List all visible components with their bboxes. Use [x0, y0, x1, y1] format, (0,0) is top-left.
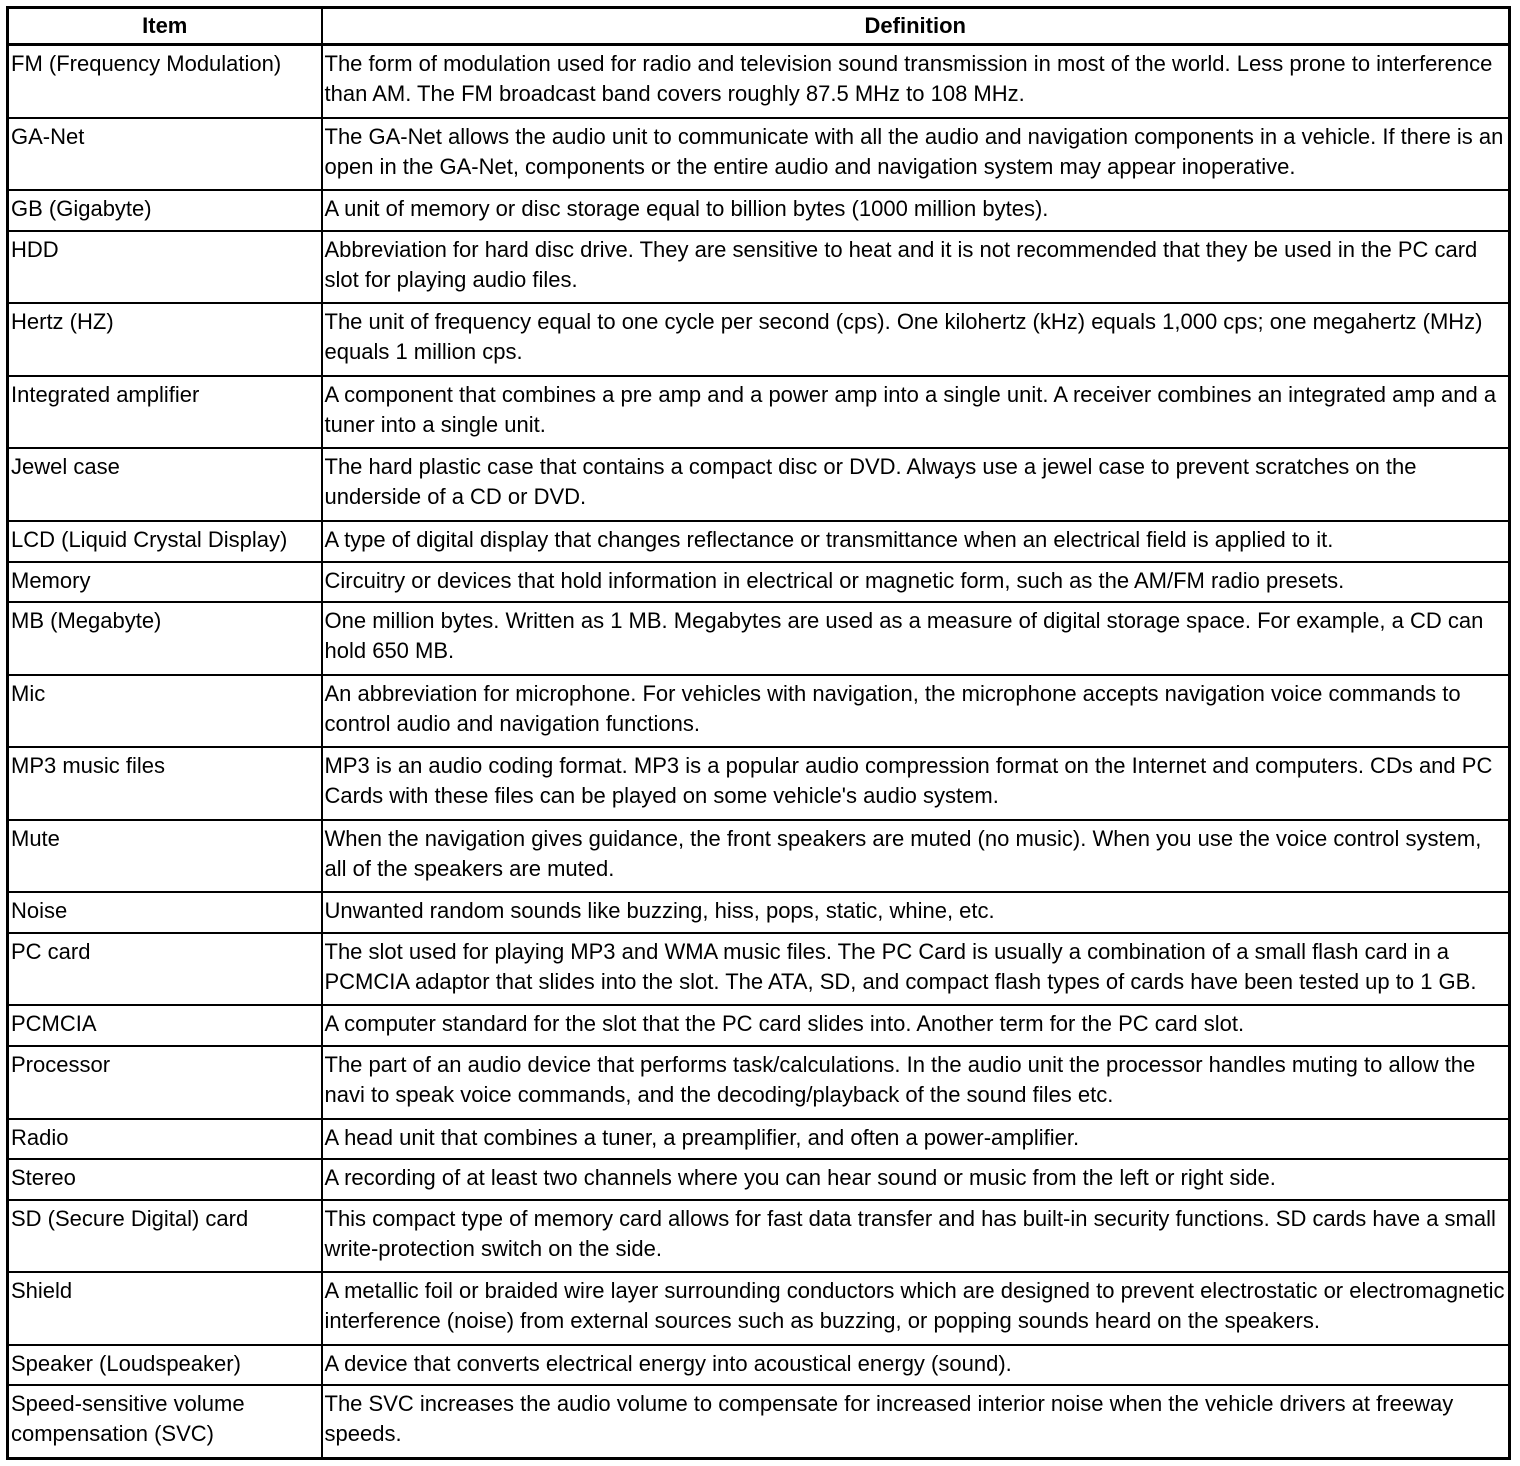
table-row: [8, 892, 1510, 933]
item-cell: PCMCIA: [8, 1005, 322, 1046]
table-row: [8, 1200, 1510, 1273]
definition-cell: A unit of memory or disc storage equal to billion bytes (1000 million bytes).: [322, 190, 1510, 231]
item-cell: Jewel case: [8, 448, 322, 521]
table-row: [8, 1119, 1510, 1160]
item-cell: Speed-sensitive volume compensation (SVC): [8, 1385, 322, 1458]
definition-cell: MP3 is an audio coding format. MP3 is a popular audio compression format on the Internet and computers. CDs and PC Cards with these files can be played on some vehicle's audio system.: [322, 747, 1510, 820]
definition-cell: A device that converts electrical energy into acoustical energy (sound).: [322, 1345, 1510, 1386]
definition-cell: This compact type of memory card allows for fast data transfer and has built-in security functions. SD cards have a small write-protection switch on the side.: [322, 1200, 1510, 1273]
item-cell: SD (Secure Digital) card: [8, 1200, 322, 1273]
item-cell: GB (Gigabyte): [8, 190, 322, 231]
definition-cell: The slot used for playing MP3 and WMA music files. The PC Card is usually a combination of a small flash card in a PCMCIA adaptor that slides into the slot. The ATA, SD, and compact flash types of cards have been tested up to 1 GB.: [322, 933, 1510, 1006]
table-row: [8, 1385, 1510, 1458]
definition-cell: A metallic foil or braided wire layer surrounding conductors which are designed to prevent electrostatic or electromagnetic interference (noise) from external sources such as buzzing, or popping sounds heard on the speakers.: [322, 1272, 1510, 1345]
definition-cell: The hard plastic case that contains a compact disc or DVD. Always use a jewel case to prevent scratches on the underside of a CD or DVD.: [322, 448, 1510, 521]
table-row: [8, 448, 1510, 521]
glossary-table: [6, 6, 1511, 1460]
definition-cell: The SVC increases the audio volume to compensate for increased interior noise when the vehicle drivers at freeway speeds.: [322, 1385, 1510, 1458]
table-row: [8, 1005, 1510, 1046]
item-cell: Mic: [8, 675, 322, 748]
definition-cell: Unwanted random sounds like buzzing, hiss, pops, static, whine, etc.: [322, 892, 1510, 933]
item-column-header: Item: [8, 8, 322, 45]
definition-cell: A type of digital display that changes reflectance or transmittance when an electrical field is applied to it.: [322, 521, 1510, 562]
table-row: [8, 1046, 1510, 1119]
table-row: [8, 675, 1510, 748]
table-row: [8, 820, 1510, 893]
definition-cell: The GA-Net allows the audio unit to communicate with all the audio and navigation components in a vehicle. If there is an open in the GA-Net, components or the entire audio and navigation system may appear inoperative.: [322, 118, 1510, 191]
header-row: [8, 8, 1510, 45]
definition-cell: A head unit that combines a tuner, a preamplifier, and often a power-amplifier.: [322, 1119, 1510, 1160]
item-cell: HDD: [8, 231, 322, 304]
definition-cell: An abbreviation for microphone. For vehicles with navigation, the microphone accepts navigation voice commands to control audio and navigation functions.: [322, 675, 1510, 748]
definition-cell: A recording of at least two channels where you can hear sound or music from the left or right side.: [322, 1159, 1510, 1200]
item-cell: MP3 music files: [8, 747, 322, 820]
definition-cell: A component that combines a pre amp and a power amp into a single unit. A receiver combines an integrated amp and a tuner into a single unit.: [322, 376, 1510, 449]
item-cell: Integrated amplifier: [8, 376, 322, 449]
table-row: [8, 1345, 1510, 1386]
item-cell: GA-Net: [8, 118, 322, 191]
definition-cell: The part of an audio device that performs task/calculations. In the audio unit the processor handles muting to allow the navi to speak voice commands, and the decoding/playback of the sound files etc.: [322, 1046, 1510, 1119]
item-cell: PC card: [8, 933, 322, 1006]
table-row: [8, 933, 1510, 1006]
table-row: [8, 45, 1510, 118]
table-row: [8, 521, 1510, 562]
table-row: [8, 190, 1510, 231]
table-row: [8, 376, 1510, 449]
definition-cell: The form of modulation used for radio and television sound transmission in most of the world. Less prone to interference than AM. The FM broadcast band covers roughly 87.5 MHz to 108 MHz.: [322, 45, 1510, 118]
item-cell: FM (Frequency Modulation): [8, 45, 322, 118]
table-body: [8, 45, 1510, 1459]
definition-cell: When the navigation gives guidance, the front speakers are muted (no music). When you use the voice control system, all of the speakers are muted.: [322, 820, 1510, 893]
table-row: [8, 231, 1510, 304]
item-cell: Noise: [8, 892, 322, 933]
table-row: [8, 747, 1510, 820]
item-cell: MB (Megabyte): [8, 602, 322, 675]
item-cell: LCD (Liquid Crystal Display): [8, 521, 322, 562]
item-cell: Mute: [8, 820, 322, 893]
item-cell: Shield: [8, 1272, 322, 1345]
table-row: [8, 1159, 1510, 1200]
table-row: [8, 1272, 1510, 1345]
item-cell: Memory: [8, 562, 322, 603]
definition-cell: One million bytes. Written as 1 MB. Megabytes are used as a measure of digital storage space. For example, a CD can hold 650 MB.: [322, 602, 1510, 675]
definition-column-header: Definition: [322, 8, 1510, 45]
item-cell: Hertz (HZ): [8, 303, 322, 376]
item-cell: Radio: [8, 1119, 322, 1160]
item-cell: Processor: [8, 1046, 322, 1119]
definition-cell: Abbreviation for hard disc drive. They are sensitive to heat and it is not recommended that they be used in the PC card slot for playing audio files.: [322, 231, 1510, 304]
table-row: [8, 602, 1510, 675]
table-row: [8, 118, 1510, 191]
table-header: [8, 8, 1510, 45]
item-cell: Speaker (Loudspeaker): [8, 1345, 322, 1386]
definition-cell: Circuitry or devices that hold information in electrical or magnetic form, such as the AM/FM radio presets.: [322, 562, 1510, 603]
table-row: [8, 562, 1510, 603]
item-cell: Stereo: [8, 1159, 322, 1200]
definition-cell: A computer standard for the slot that the PC card slides into. Another term for the PC card slot.: [322, 1005, 1510, 1046]
definition-cell: The unit of frequency equal to one cycle per second (cps). One kilohertz (kHz) equals 1,000 cps; one megahertz (MHz) equals 1 million cps.: [322, 303, 1510, 376]
table-row: [8, 303, 1510, 376]
